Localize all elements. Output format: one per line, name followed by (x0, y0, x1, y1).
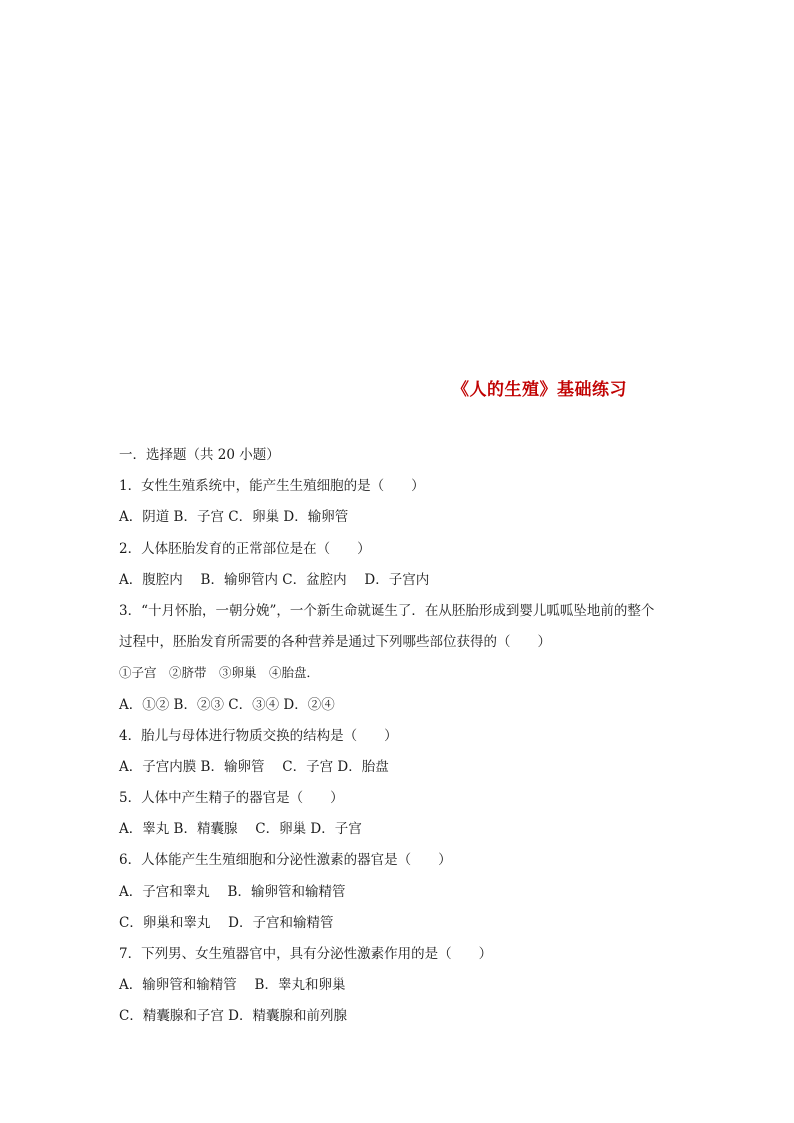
question-6-options-row-1: A．子宫和睾丸 B．输卵管和输精管 (119, 883, 346, 900)
section-heading: 一．选择题（共 20 小题） (119, 447, 280, 463)
question-6-stem: 6．人体能产生生殖细胞和分泌性激素的器官是（ ） (119, 852, 452, 869)
question-4-options: A．子宫内膜 B．输卵管 C．子宫 D．胎盘 (119, 758, 389, 775)
question-2-stem: 2．人体胚胎发育的正常部位是在（ ） (119, 540, 371, 557)
document-title: 《人的生殖》基础练习 (452, 380, 627, 400)
question-3-options: A．①② B．②③ C．③④ D．②④ (119, 696, 335, 713)
question-7-stem: 7．下列男、女生殖器官中，具有分泌性激素作用的是（ ） (119, 946, 493, 962)
question-3-items: ①子宫 ②脐带 ③卵巢 ④胎盘． (119, 665, 320, 681)
question-7-options-row-2: C．精囊腺和子宫 D．精囊腺和前列腺 (119, 1008, 347, 1025)
question-list (119, 446, 699, 1039)
question-5-options: A．睾丸 B．精囊腺 C．卵巢 D．子宫 (119, 821, 362, 838)
question-5-stem: 5．人体中产生精子的器官是（ ） (119, 790, 344, 807)
question-6-options-row-2: C．卵巢和睾丸 D．子宫和输精管 (119, 914, 334, 931)
question-4-stem: 4．胎儿与母体进行物质交换的结构是（ ） (119, 727, 398, 744)
question-3-stem-line-1: 3．“十月怀胎，一朝分娩”，一个新生命就诞生了．在从胚胎形成到婴儿呱呱坠地前的整个 (119, 602, 655, 619)
question-1-options: A．阴道 B．子宫 C．卵巢 D．输卵管 (119, 509, 349, 526)
question-7-options-row-1: A．输卵管和输精管 B．睾丸和卵巢 (119, 977, 346, 994)
question-3-stem-line-2: 过程中，胚胎发育所需要的各种营养是通过下列哪些部位获得的（ ） (119, 634, 551, 651)
question-2-options: A．腹腔内 B．输卵管内 C．盆腔内 D．子宫内 (119, 571, 430, 588)
question-1-stem: 1．女性生殖系统中，能产生生殖细胞的是（ ） (119, 478, 425, 495)
